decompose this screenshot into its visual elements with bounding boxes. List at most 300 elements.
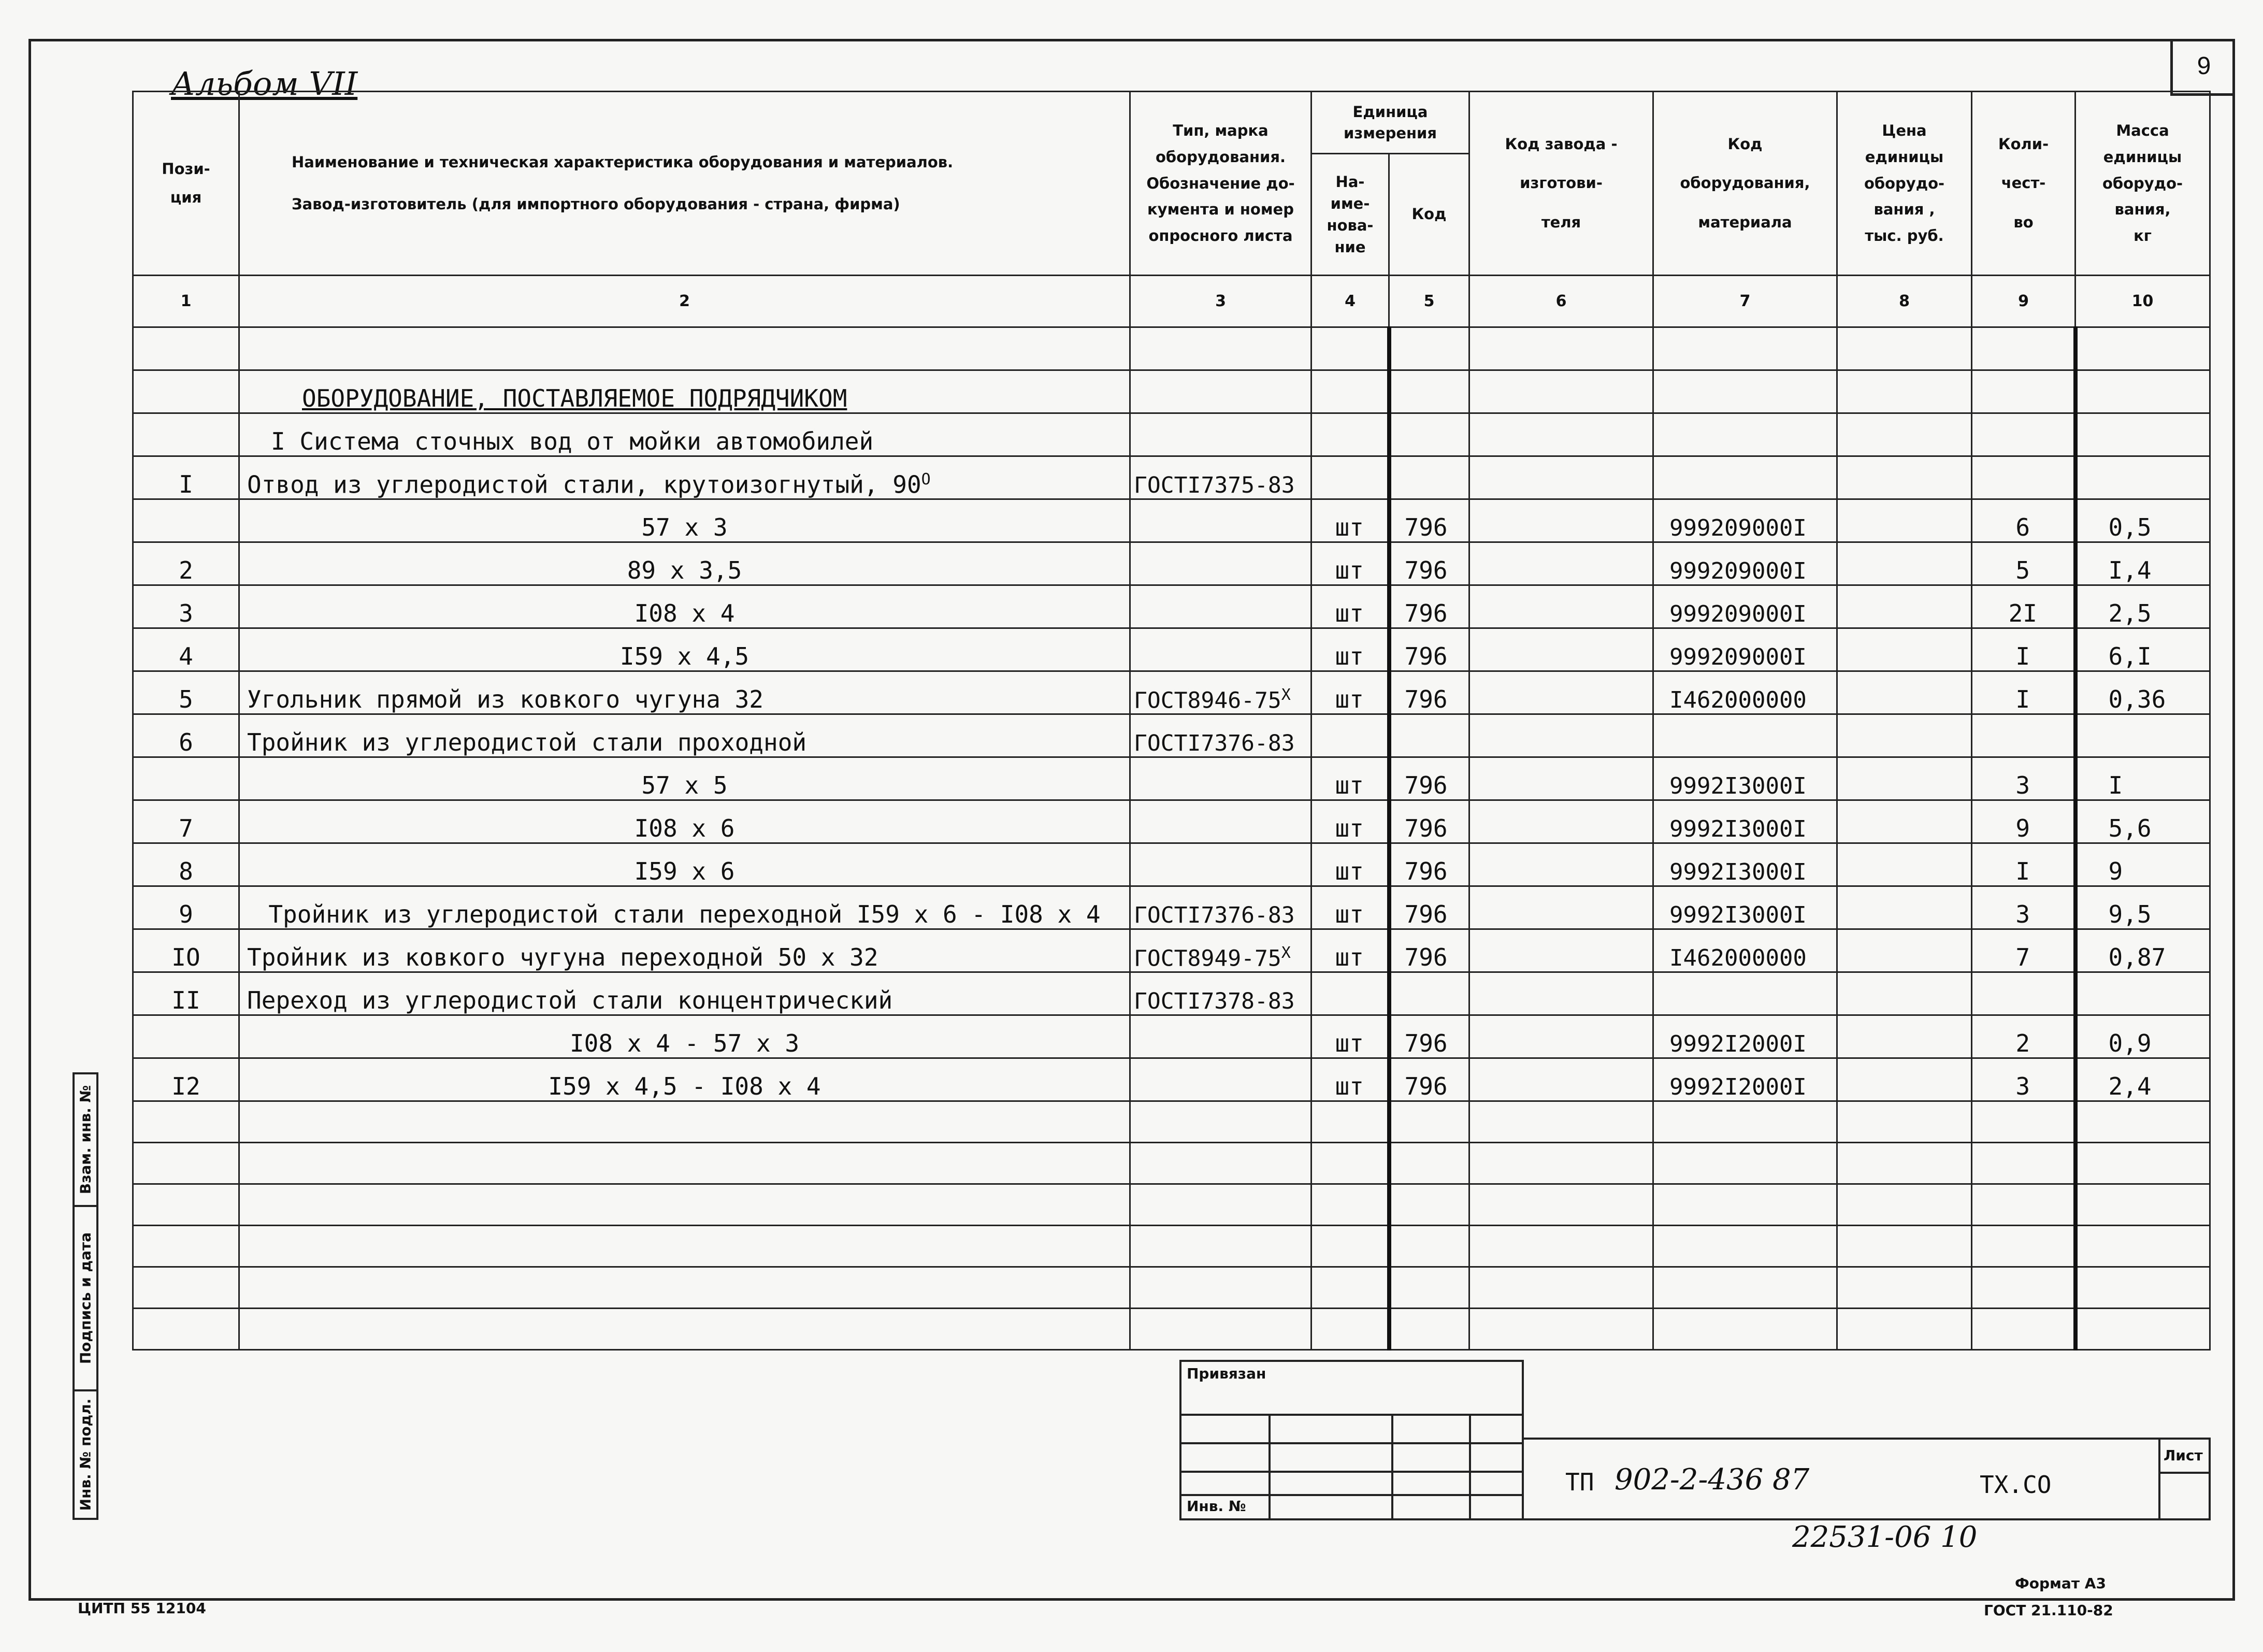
empty-cell	[133, 1184, 239, 1226]
cell-factory-code	[1469, 456, 1653, 499]
cell-qty	[1972, 628, 2075, 671]
cell-mass	[2075, 542, 2210, 585]
cell-code	[1389, 628, 1469, 671]
col-num-8: 8	[1837, 276, 1972, 327]
cell-factory-code	[1469, 929, 1653, 972]
cell-code-text: 796	[1404, 599, 1448, 627]
cell-code	[1389, 1058, 1469, 1101]
cell-code	[1389, 585, 1469, 628]
cell-doc	[1130, 929, 1311, 972]
linked-block	[1179, 1360, 1524, 1520]
cell-code	[1389, 843, 1469, 886]
cell-code	[1389, 499, 1469, 542]
cell-equip-code	[1653, 929, 1837, 972]
cell-unit-text: шт	[1335, 1029, 1364, 1057]
cell-qty-text: I	[2015, 642, 2030, 670]
cell-qty	[1972, 413, 2075, 456]
cell-price	[1837, 456, 1972, 499]
cell-code	[1389, 714, 1469, 757]
cell-equip-code	[1653, 628, 1837, 671]
cell-unit	[1311, 714, 1389, 757]
empty-cell	[1469, 1143, 1653, 1184]
empty-cell	[239, 1184, 1130, 1226]
cell-qty	[1972, 327, 2075, 370]
empty-cell	[1837, 1267, 1972, 1309]
cell-name	[239, 585, 1130, 628]
cell-qty	[1972, 1015, 2075, 1058]
cell-name	[239, 628, 1130, 671]
cell-pos-text: 5	[179, 685, 193, 713]
empty-cell	[2075, 1101, 2210, 1143]
cell-code	[1389, 800, 1469, 843]
cell-pos	[133, 800, 239, 843]
empty-cell	[1130, 1226, 1311, 1267]
empty-cell	[2075, 1184, 2210, 1226]
cell-code-text: 796	[1404, 642, 1448, 670]
cell-qty	[1972, 800, 2075, 843]
cell-mass-text: 5,6	[2108, 814, 2152, 842]
cell-factory-code	[1469, 542, 1653, 585]
cell-unit	[1311, 757, 1389, 800]
table-row	[133, 757, 2210, 800]
cell-factory-code	[1469, 327, 1653, 370]
inventory-number-label: Инв. №	[1187, 1498, 1246, 1515]
cell-name-text: Тройник из углеродистой стали проходной	[247, 728, 807, 756]
empty-cell	[1389, 1143, 1469, 1184]
cell-unit	[1311, 886, 1389, 929]
cell-unit	[1311, 542, 1389, 585]
cell-mass-text: I	[2108, 771, 2123, 799]
cell-unit-text: шт	[1335, 857, 1364, 885]
cell-pos	[133, 714, 239, 757]
cell-pos-text: I2	[171, 1072, 200, 1100]
cell-code-text: 796	[1404, 513, 1448, 541]
cell-unit-text: шт	[1335, 943, 1364, 971]
cell-mass-text: 0,36	[2108, 685, 2166, 713]
table-row	[133, 929, 2210, 972]
cell-name-text: I59 х 6	[634, 857, 735, 885]
table-row	[133, 972, 2210, 1015]
cell-mass-text: 2,4	[2108, 1072, 2152, 1100]
empty-cell	[1469, 1267, 1653, 1309]
empty-row	[133, 1267, 2210, 1309]
table-row	[133, 456, 2210, 499]
cell-price	[1837, 800, 1972, 843]
cell-equip-code	[1653, 843, 1837, 886]
cell-mass	[2075, 456, 2210, 499]
cell-unit-text: шт	[1335, 599, 1364, 627]
cell-name	[239, 757, 1130, 800]
cell-price	[1837, 843, 1972, 886]
cell-name	[239, 456, 1130, 499]
sheet-label: Лист	[2164, 1447, 2203, 1464]
cell-equip-code-text: 9992I2000I	[1669, 1074, 1807, 1100]
cell-name	[239, 370, 1130, 413]
empty-cell	[1837, 1309, 1972, 1350]
column-number-row	[133, 276, 2210, 327]
cell-unit-text: шт	[1335, 685, 1364, 713]
empty-cell	[1311, 1184, 1389, 1226]
cell-mass	[2075, 843, 2210, 886]
table-row	[133, 542, 2210, 585]
cell-factory-code	[1469, 413, 1653, 456]
cell-pos	[133, 327, 239, 370]
cell-equip-code	[1653, 456, 1837, 499]
cell-equip-code-text: 999209000I	[1669, 644, 1807, 670]
table-row	[133, 499, 2210, 542]
cell-qty-text: 9	[2015, 814, 2030, 842]
cell-pos-text: II	[171, 986, 200, 1014]
empty-row	[133, 1309, 2210, 1350]
cell-pos	[133, 499, 239, 542]
empty-cell	[1469, 1101, 1653, 1143]
empty-cell	[1837, 1226, 1972, 1267]
cell-equip-code	[1653, 542, 1837, 585]
cell-doc	[1130, 628, 1311, 671]
cell-mass-text: 2,5	[2108, 599, 2152, 627]
cell-factory-code	[1469, 499, 1653, 542]
cell-factory-code	[1469, 370, 1653, 413]
empty-cell	[1972, 1226, 2075, 1267]
cell-factory-code	[1469, 757, 1653, 800]
col-num-10: 10	[2075, 276, 2210, 327]
table-row	[133, 800, 2210, 843]
cell-unit	[1311, 1015, 1389, 1058]
cell-qty-text: 3	[2015, 1072, 2030, 1100]
cell-name	[239, 929, 1130, 972]
cell-equip-code-text: 999209000I	[1669, 558, 1807, 584]
cell-equip-code	[1653, 585, 1837, 628]
table-row	[133, 370, 2210, 413]
cell-name-text: Переход из углеродистой стали концентрический	[247, 986, 893, 1014]
cell-unit-text: шт	[1335, 642, 1364, 670]
side-label-signature: Подпись и дата	[73, 1205, 98, 1391]
cell-mass	[2075, 585, 2210, 628]
table-row	[133, 1015, 2210, 1058]
empty-cell	[1972, 1309, 2075, 1350]
cell-name	[239, 1015, 1130, 1058]
cell-doc	[1130, 800, 1311, 843]
cell-pos	[133, 1058, 239, 1101]
cell-code	[1389, 671, 1469, 714]
cell-name-text: Угольник прямой из ковкого чугуна 32	[247, 685, 763, 713]
cell-pos-text: I	[179, 470, 193, 498]
cell-pos-text: 3	[179, 599, 193, 627]
cell-doc-text: ГОСТ8946-75	[1134, 687, 1281, 713]
cell-mass	[2075, 757, 2210, 800]
cell-factory-code	[1469, 886, 1653, 929]
cell-unit	[1311, 843, 1389, 886]
cell-name-text: Тройник из ковкого чугуна переходной 50 х 32	[247, 943, 878, 971]
cell-code-text: 796	[1404, 814, 1448, 842]
cell-mass	[2075, 929, 2210, 972]
cell-pos	[133, 757, 239, 800]
header-price: Цена единицы оборудо- вания , тыс. руб.	[1837, 92, 1972, 276]
cell-mass	[2075, 972, 2210, 1015]
cell-qty	[1972, 1058, 2075, 1101]
header-unit-name: На- име- нова- ние	[1311, 154, 1389, 276]
cell-code	[1389, 886, 1469, 929]
cell-factory-code	[1469, 843, 1653, 886]
cell-mass-text: 0,87	[2108, 943, 2166, 971]
cell-doc-text: ГОСТI7375-83	[1134, 472, 1295, 498]
table-row	[133, 1058, 2210, 1101]
header-unit: Единица измерения	[1311, 92, 1469, 154]
cell-doc-text: ГОСТI7376-83	[1134, 730, 1295, 756]
cell-qty-text: 3	[2015, 771, 2030, 799]
footer-gost: ГОСТ 21.110-82	[1984, 1602, 2113, 1619]
cell-equip-code	[1653, 413, 1837, 456]
empty-cell	[1389, 1101, 1469, 1143]
cell-unit-text: шт	[1335, 556, 1364, 584]
header-pos: Пози- ция	[133, 92, 239, 276]
col-num-1: 1	[133, 276, 239, 327]
cell-name	[239, 542, 1130, 585]
empty-cell	[2075, 1309, 2210, 1350]
cell-equip-code	[1653, 800, 1837, 843]
cell-factory-code	[1469, 585, 1653, 628]
cell-code-text: 796	[1404, 1029, 1448, 1057]
specification-table	[132, 91, 2211, 1351]
cell-doc	[1130, 1015, 1311, 1058]
cell-equip-code	[1653, 886, 1837, 929]
cell-factory-code	[1469, 1015, 1653, 1058]
empty-cell	[1130, 1184, 1311, 1226]
cell-doc	[1130, 542, 1311, 585]
linked-label: Привязан	[1187, 1365, 1266, 1382]
cell-equip-code	[1653, 972, 1837, 1015]
header-type: Тип, марка оборудования. Обозначение до- кумента и номер опросного листа	[1130, 92, 1311, 276]
cell-unit-text: шт	[1335, 771, 1364, 799]
cell-equip-code	[1653, 714, 1837, 757]
empty-cell	[1389, 1309, 1469, 1350]
cell-price	[1837, 1058, 1972, 1101]
empty-cell	[1311, 1267, 1389, 1309]
cell-price	[1837, 714, 1972, 757]
table-row	[133, 327, 2210, 370]
header-equip-code: Код оборудования, материала	[1653, 92, 1837, 276]
empty-cell	[2075, 1226, 2210, 1267]
empty-cell	[1837, 1184, 1972, 1226]
cell-code-text: 796	[1404, 943, 1448, 971]
col-num-6: 6	[1469, 276, 1653, 327]
cell-name-text: Тройник из углеродистой стали переходной I59 х 6 - I08 х 4	[268, 900, 1101, 928]
cell-mass	[2075, 671, 2210, 714]
cell-doc-text: ГОСТI7376-83	[1134, 902, 1295, 928]
empty-cell	[1311, 1143, 1389, 1184]
cell-doc	[1130, 757, 1311, 800]
cell-factory-code	[1469, 1058, 1653, 1101]
cell-pos	[133, 843, 239, 886]
cell-price	[1837, 628, 1972, 671]
cell-unit	[1311, 327, 1389, 370]
empty-cell	[133, 1143, 239, 1184]
cell-doc	[1130, 585, 1311, 628]
empty-cell	[1389, 1226, 1469, 1267]
empty-cell	[1837, 1101, 1972, 1143]
col-num-2: 2	[239, 276, 1130, 327]
cell-factory-code	[1469, 671, 1653, 714]
cell-pos	[133, 542, 239, 585]
empty-cell	[133, 1267, 239, 1309]
empty-cell	[1130, 1309, 1311, 1350]
cell-mass	[2075, 1015, 2210, 1058]
cell-pos-text: IO	[171, 943, 200, 971]
empty-cell	[239, 1309, 1130, 1350]
cell-equip-code-text: I462000000	[1669, 687, 1807, 713]
cell-name-text: I59 х 4,5 - I08 х 4	[548, 1072, 821, 1100]
cell-name-text: 57 х 3	[641, 513, 728, 541]
cell-name	[239, 800, 1130, 843]
cell-doc-text: ГОСТI7378-83	[1134, 988, 1295, 1014]
empty-cell	[1653, 1267, 1837, 1309]
header-name: Наименование и техническая характеристика оборудования и материалов. Завод-изготовитель (для импортного оборудования - страна, фирма)	[239, 92, 1130, 276]
cell-unit-text: шт	[1335, 814, 1364, 842]
empty-row	[133, 1101, 2210, 1143]
cell-code	[1389, 413, 1469, 456]
cell-qty	[1972, 886, 2075, 929]
col-num-4: 4	[1311, 276, 1389, 327]
cell-doc	[1130, 327, 1311, 370]
cell-equip-code-text: I462000000	[1669, 945, 1807, 971]
cell-factory-code	[1469, 628, 1653, 671]
cell-price	[1837, 929, 1972, 972]
table-row	[133, 628, 2210, 671]
cell-unit	[1311, 499, 1389, 542]
cell-name	[239, 671, 1130, 714]
cell-doc	[1130, 671, 1311, 714]
empty-cell	[1311, 1101, 1389, 1143]
empty-cell	[239, 1101, 1130, 1143]
cell-qty-text: 7	[2015, 943, 2030, 971]
empty-cell	[1389, 1184, 1469, 1226]
cell-code	[1389, 370, 1469, 413]
cell-mass	[2075, 714, 2210, 757]
cell-pos	[133, 370, 239, 413]
table-body	[133, 327, 2210, 1350]
cell-code	[1389, 757, 1469, 800]
empty-cell	[239, 1226, 1130, 1267]
cell-pos-text: 2	[179, 556, 193, 584]
side-label-inventory: Инв. № подл.	[73, 1389, 98, 1520]
cell-unit	[1311, 1058, 1389, 1101]
cell-mass	[2075, 413, 2210, 456]
doc-suffix: ТХ.СО	[1980, 1471, 2052, 1499]
empty-cell	[239, 1267, 1130, 1309]
cell-pos-text: 9	[179, 900, 193, 928]
cell-equip-code-text: 9992I3000I	[1669, 773, 1807, 799]
cell-qty	[1972, 757, 2075, 800]
cell-unit-text: шт	[1335, 900, 1364, 928]
cell-doc-text: ГОСТ8949-75	[1134, 945, 1281, 971]
cell-qty	[1972, 929, 2075, 972]
empty-cell	[133, 1309, 239, 1350]
cell-qty-text: 3	[2015, 900, 2030, 928]
cell-code	[1389, 929, 1469, 972]
cell-code-text: 796	[1404, 857, 1448, 885]
cell-price	[1837, 757, 1972, 800]
col-num-5: 5	[1389, 276, 1469, 327]
cell-code	[1389, 456, 1469, 499]
cell-code-text: 796	[1404, 556, 1448, 584]
doc-number: 902-2-436 87	[1615, 1463, 1810, 1497]
cell-code	[1389, 327, 1469, 370]
cell-name	[239, 413, 1130, 456]
empty-cell	[1130, 1101, 1311, 1143]
cell-name-text: I08 х 6	[634, 814, 735, 842]
cell-unit-text: шт	[1335, 513, 1364, 541]
empty-cell	[1972, 1143, 2075, 1184]
cell-mass	[2075, 499, 2210, 542]
cell-price	[1837, 499, 1972, 542]
cell-code	[1389, 972, 1469, 1015]
cell-mass-text: 0,5	[2108, 513, 2152, 541]
cell-name	[239, 327, 1130, 370]
cell-qty	[1972, 499, 2075, 542]
cell-doc	[1130, 413, 1311, 456]
cell-unit	[1311, 800, 1389, 843]
album-label: Альбом VII	[171, 65, 358, 103]
cell-name	[239, 886, 1130, 929]
cell-pos	[133, 886, 239, 929]
cell-equip-code-text: 999209000I	[1669, 515, 1807, 541]
table-row	[133, 714, 2210, 757]
cell-qty	[1972, 370, 2075, 413]
header-factory-code: Код завода - изготови- теля	[1469, 92, 1653, 276]
cell-name-text: Отвод из углеродистой стали, крутоизогнутый, 90	[247, 470, 921, 498]
empty-cell	[1653, 1184, 1837, 1226]
cell-equip-code	[1653, 370, 1837, 413]
cell-unit	[1311, 585, 1389, 628]
cell-doc	[1130, 972, 1311, 1015]
cell-doc	[1130, 714, 1311, 757]
header-qty: Коли- чест- во	[1972, 92, 2075, 276]
cell-doc	[1130, 370, 1311, 413]
doc-superscript: X	[1281, 685, 1291, 704]
cell-code	[1389, 1015, 1469, 1058]
cell-factory-code	[1469, 972, 1653, 1015]
cell-doc	[1130, 456, 1311, 499]
cell-price	[1837, 1015, 1972, 1058]
empty-cell	[239, 1143, 1130, 1184]
cell-equip-code-text: 9992I3000I	[1669, 859, 1807, 885]
cell-equip-code-text: 999209000I	[1669, 601, 1807, 627]
empty-cell	[1130, 1267, 1311, 1309]
cell-doc	[1130, 843, 1311, 886]
empty-cell	[1311, 1226, 1389, 1267]
cell-qty	[1972, 671, 2075, 714]
empty-cell	[1653, 1143, 1837, 1184]
cell-pos-text: 4	[179, 642, 193, 670]
cell-pos	[133, 456, 239, 499]
empty-cell	[1469, 1309, 1653, 1350]
cell-qty-text: I	[2015, 857, 2030, 885]
cell-doc	[1130, 886, 1311, 929]
empty-cell	[2075, 1143, 2210, 1184]
table-row	[133, 843, 2210, 886]
cell-unit	[1311, 671, 1389, 714]
cell-qty	[1972, 714, 2075, 757]
cell-pos	[133, 585, 239, 628]
cell-equip-code-text: 9992I2000I	[1669, 1031, 1807, 1057]
cell-qty-text: 5	[2015, 556, 2030, 584]
header-unit-code: Код	[1389, 154, 1469, 276]
cell-pos	[133, 1015, 239, 1058]
cell-price	[1837, 886, 1972, 929]
document-code-block	[1522, 1438, 2211, 1520]
page-number: 9	[2170, 39, 2235, 96]
empty-cell	[1653, 1309, 1837, 1350]
